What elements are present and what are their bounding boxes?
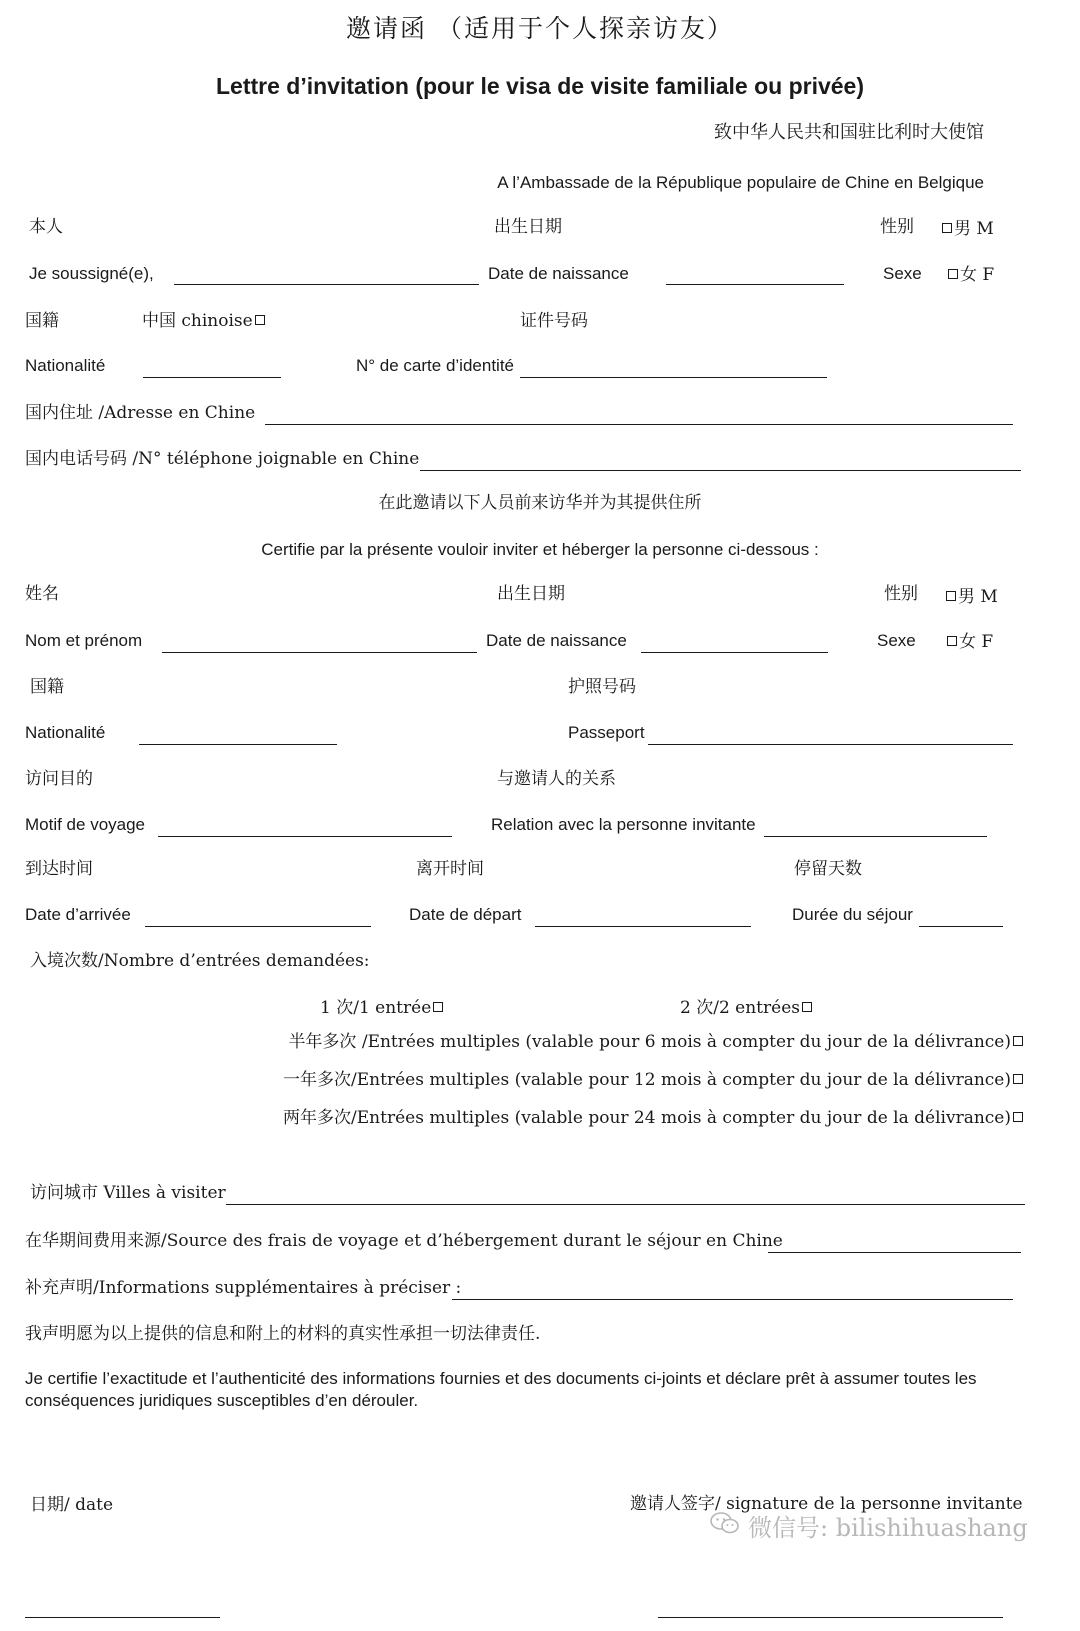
multi-12-months-option[interactable]: 一年多次/Entrées multiples (valable pour 12 mois à compter du jour de la délivrance) (283, 1069, 1025, 1091)
double-entry-option[interactable]: 2 次/2 entrées (680, 997, 814, 1019)
invitee-passport-label-cn: 护照号码 (568, 677, 636, 697)
male-checkbox[interactable] (942, 223, 952, 233)
single-entry-checkbox[interactable] (433, 1002, 443, 1012)
invitee-passport-field[interactable] (648, 744, 1013, 745)
inviter-name-label-cn: 本人 (29, 217, 63, 237)
title-french: Lettre d’invitation (pour le visa de visite familiale ou privée) (216, 73, 864, 99)
relation-label-fr: Relation avec la personne invitante (491, 815, 756, 834)
departure-field[interactable] (535, 926, 751, 927)
inviter-dob-label-cn: 出生日期 (494, 217, 562, 237)
inviter-name-field[interactable] (174, 284, 479, 285)
purpose-field[interactable] (158, 836, 452, 837)
invitee-dob-label-fr: Date de naissance (486, 631, 627, 650)
title-chinese: 邀请函 （适用于个人探亲访友） (346, 14, 734, 43)
female-checkbox[interactable] (948, 269, 958, 279)
inviter-phone-label: 国内电话号码 /N° téléphone joignable en Chine (25, 449, 420, 469)
signature-label: 邀请人签字/ signature de la personne invitante (630, 1494, 1023, 1514)
inviter-phone-field[interactable] (420, 470, 1021, 471)
departure-label-fr: Date de départ (409, 905, 522, 924)
funding-label: 在华期间费用来源/Source des frais de voyage et d’hébergement durant le séjour en Chine (25, 1231, 783, 1251)
inviter-nationality-label-cn: 国籍 (25, 311, 59, 331)
declaration-fr: Je certifie l’exactitude et l’authenticité des informations fournies et des documents ci-joints et déclare prêt à assumer toutes les conséquences juridiques susceptibles d’en dérouler. (25, 1369, 977, 1410)
inviter-dob-field[interactable] (666, 284, 844, 285)
arrival-field[interactable] (145, 926, 371, 927)
date-field[interactable] (25, 1617, 220, 1618)
invitee-sex-label-cn: 性别 (884, 584, 918, 604)
invitee-dob-label-cn: 出生日期 (497, 584, 565, 604)
chinese-checkbox[interactable] (255, 315, 265, 325)
inviter-address-field[interactable] (265, 424, 1013, 425)
declaration-cn: 我声明愿为以上提供的信息和附上的材料的真实性承担一切法律责任. (25, 1324, 541, 1344)
chinese-nationality-option[interactable]: 中国 chinoise (142, 310, 267, 332)
inviter-id-field[interactable] (520, 377, 827, 378)
duration-field[interactable] (919, 926, 1003, 927)
multi-6-months-option[interactable]: 半年多次 /Entrées multiples (valable pour 6 mois à compter du jour de la délivrance) (288, 1031, 1025, 1053)
purpose-label-cn: 访问目的 (25, 769, 93, 789)
inviter-address-label: 国内住址 /Adresse en Chine (25, 403, 256, 423)
signature-field[interactable] (658, 1617, 1003, 1618)
female-checkbox[interactable] (947, 636, 957, 646)
purpose-label-fr: Motif de voyage (25, 815, 146, 834)
invitation-statement-cn: 在此邀请以下人员前来访华并为其提供住所 (378, 493, 702, 513)
multi-6-checkbox[interactable] (1013, 1036, 1023, 1046)
inviter-dob-label-fr: Date de naissance (488, 264, 629, 283)
entries-label: 入境次数/Nombre d’entrées demandées: (30, 951, 370, 971)
cities-label: 访问城市 Villes à visiter (30, 1183, 226, 1203)
invitee-nationality-field[interactable] (139, 744, 337, 745)
inviter-id-label-fr: N° de carte d’identité (356, 356, 514, 375)
wechat-icon (710, 1512, 740, 1534)
inviter-sex-label-fr: Sexe (883, 264, 922, 283)
invitee-nationality-label-fr: Nationalité (25, 723, 106, 742)
invitee-dob-field[interactable] (641, 652, 828, 653)
invitee-nationality-label-cn: 国籍 (30, 677, 64, 697)
invitee-male-option[interactable]: 男 M (944, 586, 998, 608)
invitee-name-field[interactable] (162, 652, 477, 653)
watermark-text: 微信号: bilishihuashang (748, 1514, 1028, 1542)
embassy-french: A l’Ambassade de la République populaire de Chine en Belgique (497, 173, 984, 192)
invitee-female-option[interactable]: 女 F (945, 631, 993, 653)
double-entry-checkbox[interactable] (802, 1002, 812, 1012)
invitee-passport-label-fr: Passeport (568, 723, 645, 742)
extra-info-field[interactable] (452, 1299, 1013, 1300)
male-checkbox[interactable] (946, 591, 956, 601)
inviter-sex-label-cn: 性别 (880, 217, 914, 237)
invitation-statement-fr: Certifie par la présente vouloir inviter et héberger la personne ci-dessous : (261, 540, 819, 559)
multi-24-checkbox[interactable] (1013, 1112, 1023, 1122)
arrival-label-cn: 到达时间 (25, 859, 93, 879)
invitee-sex-label-fr: Sexe (877, 631, 916, 650)
inviter-nationality-field[interactable] (143, 377, 281, 378)
extra-info-label: 补充声明/Informations supplémentaires à préciser : (25, 1278, 462, 1298)
duration-label-cn: 停留天数 (794, 859, 862, 879)
inviter-male-option[interactable]: 男 M (940, 218, 994, 240)
single-entry-option[interactable]: 1 次/1 entrée (320, 997, 445, 1019)
relation-field[interactable] (764, 836, 987, 837)
inviter-name-label-fr: Je soussigné(e), (29, 264, 154, 283)
date-label: 日期/ date (30, 1495, 114, 1515)
relation-label-cn: 与邀请人的关系 (497, 769, 616, 789)
multi-12-checkbox[interactable] (1013, 1074, 1023, 1084)
departure-label-cn: 离开时间 (416, 859, 484, 879)
inviter-female-option[interactable]: 女 F (946, 264, 994, 286)
embassy-chinese: 致中华人民共和国驻比利时大使馆 (714, 122, 984, 143)
arrival-label-fr: Date d’arrivée (25, 905, 131, 924)
invitee-name-label-fr: Nom et prénom (25, 631, 143, 650)
multi-24-months-option[interactable]: 两年多次/Entrées multiples (valable pour 24 mois à compter du jour de la délivrance) (283, 1107, 1025, 1129)
funding-field[interactable] (768, 1252, 1021, 1253)
invitee-name-label-cn: 姓名 (25, 584, 59, 604)
duration-label-fr: Durée du séjour (792, 905, 913, 924)
inviter-id-label-cn: 证件号码 (520, 311, 588, 331)
inviter-nationality-label-fr: Nationalité (25, 356, 106, 375)
cities-field[interactable] (226, 1204, 1025, 1205)
